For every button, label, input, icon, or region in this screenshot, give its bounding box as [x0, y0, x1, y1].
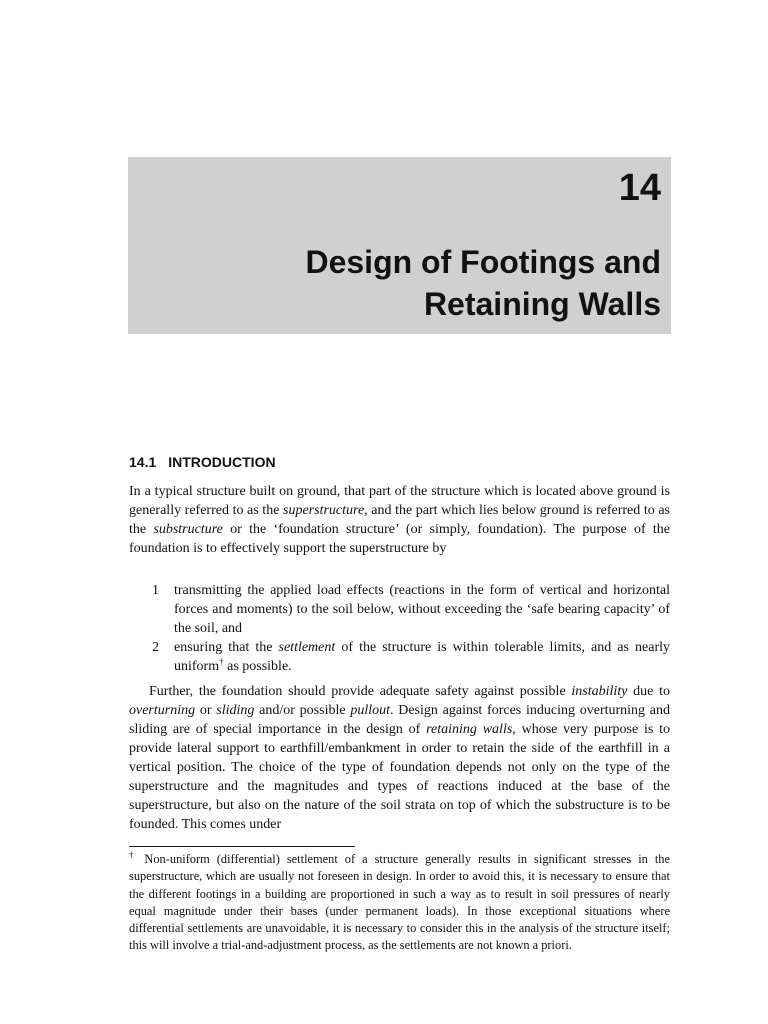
text-run: Further, the foundation should provide adequate safety against possible	[149, 684, 572, 699]
footnote-reference[interactable]: †	[219, 656, 224, 667]
list-item	[129, 638, 670, 676]
text-run: ensuring that the	[174, 640, 279, 655]
list-item-text: transmitting the applied load effects (reactions in the form of vertical and horizontal forces and moments) to the soil below, without exceeding the ‘safe bearing capacity’ of the soil, and	[174, 583, 670, 636]
text-run: or the ‘foundation structure’ (or simply, foundation). The purpose of the foundation is to effectively support the superstructure by	[129, 522, 671, 556]
text-run: due to	[627, 684, 671, 699]
footnote-text: Non-uniform (differential) settlement of a structure generally results in significant stresses in the superstructure, which are usually not foreseen in design. In order to avoid this, it is necessary to ensure that the different footings in a building are proportioned in such a way as to result in soil pressures of nearly equal magnitude under their bases (under permanent loads). In those exceptional situations where differential settlements are unavoidable, it is necessary to consider this in the analysis of the structure itself; this will involve a trial-and-adjustment process, as the settlements are not known a priori.	[129, 852, 670, 953]
footnote-mark: †	[129, 849, 138, 860]
term-pullout: pullout	[350, 703, 390, 718]
term-instability: instability	[571, 684, 628, 699]
list-item	[129, 581, 670, 638]
section-title: INTRODUCTION	[168, 454, 276, 470]
list-marker: 2	[152, 640, 159, 655]
text-run: of the structure is within tolerable limits, and as nearly uniform	[174, 640, 671, 674]
chapter-title-line-1: Design of Footings and	[305, 244, 661, 280]
text-run: In a typical structure built on ground, that part of the structure which is located above ground is generally referred to as the	[129, 484, 670, 518]
chapter-number: 14	[618, 167, 661, 209]
list-marker: 1	[152, 583, 159, 598]
text-run: , whose very purpose is to provide lateral support to earthfill/embankment in order to retain the side of the earthfill in a vertical position. The choice of the type of foundation depends not only on the type of the superstructure and the magnitudes and types of reactions induced at the base of the superstructure, but also on the nature of the soil strata on top of which the substructure is to be founded. This comes under	[129, 722, 670, 832]
footnote	[129, 851, 670, 955]
footnote-divider	[129, 846, 355, 847]
term-sliding: sliding	[216, 703, 255, 718]
term-overturning: overturning	[129, 703, 196, 718]
intro-paragraph	[129, 482, 670, 558]
term-superstructure: superstructure	[283, 503, 365, 518]
chapter-title	[305, 241, 661, 325]
text-run: or	[195, 703, 217, 718]
term-substructure: substructure	[153, 522, 223, 537]
text-run: and/or possible	[254, 703, 351, 718]
term-retaining-walls: retaining walls	[426, 722, 513, 737]
chapter-banner	[128, 157, 671, 334]
chapter-title-line-2: Retaining Walls	[423, 286, 661, 322]
term-settlement: settlement	[278, 640, 336, 655]
text-run: as possible.	[223, 659, 292, 674]
section-number: 14.1	[129, 454, 157, 470]
section-heading	[129, 452, 276, 472]
text-run: . Design against forces inducing overturning and sliding are of special importance in the design of	[129, 703, 671, 737]
text-run: , and the part which lies below ground is referred to as the	[129, 503, 671, 537]
purpose-list	[129, 581, 670, 676]
body-paragraph	[129, 682, 670, 834]
